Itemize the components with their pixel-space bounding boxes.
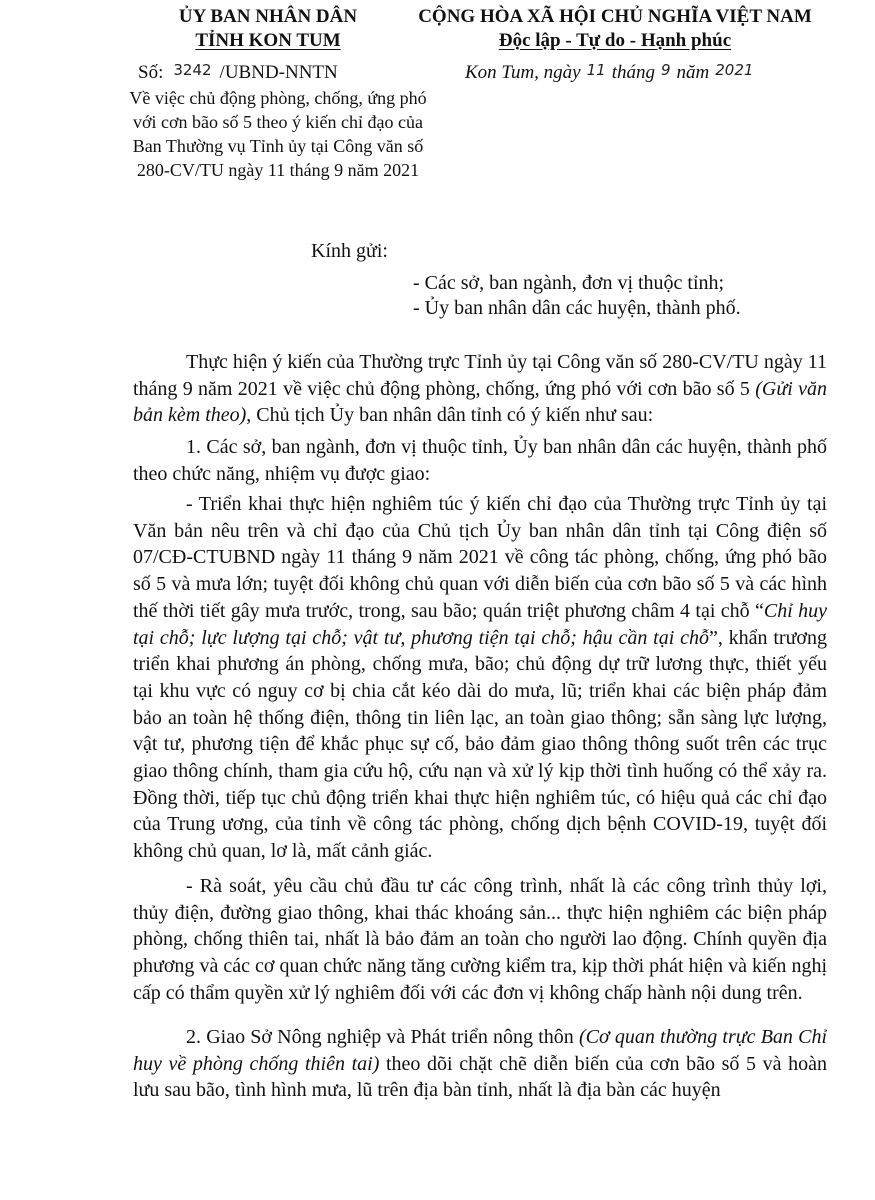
paragraph-text: Thực hiện ý kiến của Thường trực Tỉnh ủy tại Công văn số 280-CV/TU ngày 11 tháng 9 năm 2021 về việc chủ động phòng, chống, ứng phó với cơn bão số 5 — [133, 351, 827, 400]
doc-number-prefix: Số: — [138, 62, 164, 83]
body-paragraph-item-1-bullet-1 — [133, 491, 827, 865]
body-paragraph-item-1-bullet-2: - Rà soát, yêu cầu chủ đầu tư các công trình, nhất là các công trình thủy lợi, thủy điện, đường giao thông, khai thác khoáng sản... thực hiện nghiêm các biện pháp phòng, chống thiên tai, nhất là bảo đảm an toàn cho người lao động. Chính quyền địa phương và các cơ quan chức năng tăng cường kiểm tra, kịp thời phát hiện và kiến nghị cấp có thẩm quyền xử lý nghiêm đối với các đơn vị không chấp hành nội dung trên. — [133, 875, 827, 1004]
paragraph-italic-text: (Gửi văn bản kèm theo) — [133, 377, 827, 427]
body-paragraph-item-2 — [133, 1024, 827, 1104]
paragraph-italic-text: Chỉ huy tại chỗ; lực lượng tại chỗ; vật tư, phương tiện tại chỗ; hậu cần tại chỗ — [133, 599, 827, 649]
date-day: 11 — [586, 61, 606, 79]
date-year: 2021 — [715, 61, 754, 79]
recipients-label: Kính gửi: — [311, 240, 388, 262]
paragraph-text: 2. Giao Sở Nông nghiệp và Phát triển nông thôn — [186, 1026, 579, 1048]
paragraph-text: theo dõi chặt chẽ diễn biến của cơn bão số 5 và hoàn lưu sau bão, tình hình mưa, lũ trên địa bàn tỉnh, nhất là địa bàn các huyện — [133, 1052, 827, 1102]
national-header — [390, 5, 840, 53]
recipient-item: - Các sở, ban ngành, đơn vị thuộc tỉnh; — [413, 272, 725, 294]
date-month-label: tháng — [611, 62, 655, 83]
national-title: CỘNG HÒA XÃ HỘI CHỦ NGHĨA VIỆT NAM — [418, 6, 812, 27]
national-motto: Độc lập - Tự do - Hạnh phúc — [498, 30, 732, 51]
paragraph-italic-text: (Cơ quan thường trực Ban Chỉ huy về phòng chống thiên tai) — [133, 1026, 827, 1075]
paragraph-text: ”, khẩn trương triển khai phương án phòng, chống mưa, bão; chủ động dự trữ lương thực, thiết yếu tại khu vực có nguy cơ bị chia cắt kéo dài do mưa, lũ; triển khai các biện pháp đảm bảo an toàn hệ thống điện, thông tin liên lạc, an toàn giao thông; sẵn sàng lực lượng, vật tư, phương tiện để khắc phục sự cố, bảo đảm giao thông thông suốt trên các trục giao thông chính, tham gia cứu hộ, cứu nạn và xử lý kịp thời tình huống có thể xảy ra. Đồng thời, tiếp tục chủ động triển khai thực hiện nghiêm túc, có hiệu quả các chỉ đạo của Trung ương, của tỉnh về công tác phòng, chống dịch bệnh COVID-19, tuyệt đối không chủ quan, lơ là, mất cảnh giác. — [133, 626, 827, 863]
recipient-item: - Ủy ban nhân dân các huyện, thành phố. — [413, 297, 741, 319]
org-name-line2: TỈNH KON TUM — [195, 30, 341, 51]
org-name-line1: ỦY BAN NHÂN DÂN — [178, 6, 358, 27]
date-place: Kon Tum, ngày — [465, 62, 581, 83]
place-date — [465, 62, 759, 84]
issuing-organization — [138, 5, 398, 53]
date-year-label: năm — [676, 62, 710, 83]
doc-number-value: 3242 — [173, 61, 212, 79]
body-paragraph-item-1: 1. Các sở, ban ngành, đơn vị thuộc tỉnh, Ủy ban nhân dân các huyện, thành phố theo chức năng, nhiệm vụ được giao: — [133, 436, 827, 485]
paragraph-text: - Triển khai thực hiện nghiêm túc ý kiến chỉ đạo của Thường trực Tỉnh ủy tại Văn bản nêu trên và chỉ đạo của Chủ tịch Ủy ban nhân dân tỉnh tại Công điện số 07/CĐ-CTUBND ngày 11 tháng 9 năm 2021 về công tác phòng, chống, ứng phó bão số 5 và mưa lớn; tuyệt đối không chủ quan với diễn biến của cơn bão số 5 và các hình thế thời tiết gây mưa trước, trong, sau bão; quán triệt phương châm 4 tại chỗ “ — [133, 493, 827, 622]
document-number — [138, 62, 338, 84]
date-month: 9 — [660, 61, 671, 79]
document-subject: Về việc chủ động phòng, chống, ứng phó với cơn bão số 5 theo ý kiến chỉ đạo của Ban Thường vụ Tỉnh ủy tại Công văn số 280-CV/TU ngày 11 tháng 9 năm 2021 — [129, 88, 427, 180]
doc-number-suffix: /UBND-NNTN — [219, 62, 338, 83]
paragraph-text: , Chủ tịch Ủy ban nhân dân tỉnh có ý kiến như sau: — [246, 404, 654, 427]
body-paragraph-intro — [133, 349, 827, 429]
